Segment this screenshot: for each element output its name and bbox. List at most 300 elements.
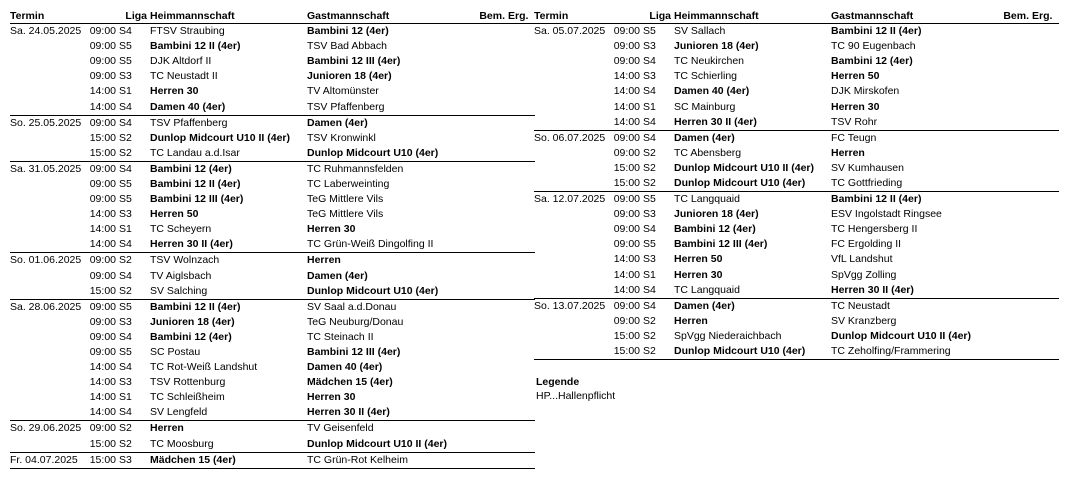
away-team-cell: Bambini 12 III (4er) [307, 346, 401, 359]
liga-cell: S2 [119, 437, 132, 450]
time-cell: 14:00 [613, 70, 640, 83]
header-bem: Bem. [1003, 9, 1029, 22]
time-cell: 15:00 [86, 452, 116, 468]
bem-cell [465, 161, 505, 177]
bem-cell [465, 315, 505, 330]
away-team-cell: TV Geisenfeld [307, 421, 465, 437]
bem-cell [989, 84, 1029, 99]
away-team-cell: Herren [307, 253, 465, 269]
liga-cell: S2 [119, 284, 132, 297]
time-cell: 09:00 [86, 421, 116, 437]
bem-cell [989, 329, 1029, 344]
liga-cell: S3 [119, 208, 132, 221]
table-row [534, 207, 1059, 222]
home-team-cell: TC Neustadt II [150, 70, 218, 83]
table-row [534, 176, 1059, 192]
erg-cell [505, 39, 535, 54]
time-cell: 14:00 [613, 283, 640, 296]
bem-cell [989, 24, 1029, 40]
table-row [10, 99, 535, 115]
bem-cell [989, 69, 1029, 84]
liga-cell: S4 [640, 298, 671, 314]
bem-cell [989, 146, 1029, 161]
header-termin: Termin [10, 9, 45, 22]
table-row [10, 345, 535, 360]
time-cell: 09:00 [610, 192, 640, 208]
table-row [534, 39, 1059, 54]
away-team-cell: TeG Mittlere Vils [307, 193, 384, 206]
liga-cell: S5 [643, 238, 656, 251]
home-team-cell: Dunlop Midcourt U10 (4er) [674, 345, 806, 358]
liga-cell: S5 [119, 40, 132, 53]
date-cell [10, 405, 86, 421]
liga-cell: S5 [119, 177, 132, 190]
date-cell [10, 192, 86, 207]
liga-cell: S4 [119, 25, 132, 38]
away-team-cell: SV Kumhausen [831, 161, 904, 174]
bem-cell [465, 192, 505, 207]
date-cell [534, 329, 610, 344]
time-cell: 15:00 [613, 345, 640, 358]
date-cell [534, 39, 610, 54]
erg-cell [505, 345, 535, 360]
header-erg: Erg. [1032, 9, 1053, 22]
bem-cell [465, 452, 505, 468]
erg-cell [1029, 298, 1059, 314]
home-team-cell: Herren 30 II (4er) [674, 115, 757, 128]
date-cell [10, 131, 86, 146]
time-cell: 09:00 [610, 130, 640, 146]
liga-cell: S4 [643, 115, 656, 128]
erg-cell [505, 99, 535, 115]
home-team-cell: TC Neukirchen [674, 55, 745, 68]
bem-cell [989, 268, 1029, 283]
liga-cell: S2 [643, 329, 656, 342]
table-row [10, 131, 535, 146]
away-team-cell: Herren 30 II (4er) [831, 283, 914, 296]
header-gast: Gastmannschaft [307, 9, 390, 22]
time-cell: 14:00 [613, 115, 640, 128]
date-cell [10, 99, 86, 115]
erg-cell [505, 69, 535, 84]
date-cell [534, 69, 610, 84]
header-heim: Heimmannschaft [150, 9, 235, 22]
home-team-cell: Dunlop Midcourt U10 (4er) [674, 176, 806, 189]
liga-cell: S4 [116, 115, 147, 131]
bem-cell [465, 345, 505, 360]
header-gast: Gastmannschaft [831, 9, 914, 22]
bem-cell [465, 222, 505, 237]
away-team-cell: Junioren 18 (4er) [307, 70, 392, 83]
date-cell [534, 99, 610, 114]
erg-cell [1029, 130, 1059, 146]
time-cell: 14:00 [89, 208, 116, 221]
home-team-cell: TC Landau a.d.Isar [150, 146, 240, 159]
erg-cell [505, 131, 535, 146]
liga-cell: S5 [119, 55, 132, 68]
date-cell [534, 344, 610, 360]
erg-cell [1029, 54, 1059, 69]
away-team-cell: Damen (4er) [307, 269, 368, 282]
time-cell: 09:00 [89, 55, 116, 68]
erg-cell [1029, 252, 1059, 267]
time-cell: 09:00 [613, 223, 640, 236]
home-team-cell: TV Aiglsbach [150, 269, 212, 282]
table-row [10, 192, 535, 207]
time-cell: 09:00 [89, 177, 116, 190]
bem-cell [465, 360, 505, 375]
away-team-cell: ESV Ingolstadt Ringsee [831, 208, 942, 221]
table-row [10, 54, 535, 69]
away-team-cell: SpVgg Zolling [831, 268, 897, 281]
time-cell: 09:00 [89, 70, 116, 83]
erg-cell [505, 330, 535, 345]
liga-cell: S3 [643, 40, 656, 53]
away-team-cell: SV Kranzberg [831, 314, 897, 327]
date-cell: So. 13.07.2025 [534, 298, 610, 314]
time-cell: 14:00 [89, 223, 116, 236]
table-row [10, 405, 535, 421]
table-row [10, 177, 535, 192]
table-row [534, 99, 1059, 114]
date-cell [10, 269, 86, 284]
home-team-cell: Damen 40 (4er) [150, 100, 226, 113]
liga-cell: S3 [119, 315, 132, 328]
away-team-cell: Bambini 12 III (4er) [307, 55, 401, 68]
table-row [534, 283, 1059, 299]
bem-cell [465, 237, 505, 253]
date-cell: Fr. 04.07.2025 [10, 452, 86, 468]
date-cell [534, 222, 610, 237]
table-row [10, 222, 535, 237]
away-team-cell: TC Neustadt [831, 298, 989, 314]
liga-cell: S2 [643, 161, 656, 174]
erg-cell [505, 222, 535, 237]
date-cell [10, 360, 86, 375]
schedule-table-left [10, 8, 535, 472]
erg-cell [505, 390, 535, 405]
header-termin: Termin [534, 9, 569, 22]
table-row [534, 84, 1059, 99]
erg-cell [505, 375, 535, 390]
date-cell [10, 54, 86, 69]
legend [536, 375, 615, 403]
erg-cell [505, 452, 535, 468]
home-team-cell: Herren [674, 314, 708, 327]
table-row [10, 375, 535, 390]
away-team-cell: FC Teugn [831, 130, 989, 146]
date-cell [534, 252, 610, 267]
bem-cell [465, 24, 505, 40]
table-row [10, 269, 535, 284]
time-cell: 09:00 [613, 40, 640, 53]
table-row [10, 146, 535, 162]
away-team-cell: FC Ergolding II [831, 238, 902, 251]
table-row [534, 146, 1059, 161]
erg-cell [1029, 39, 1059, 54]
home-team-cell: Bambini 12 (4er) [674, 223, 756, 236]
home-team-cell: Herren 30 [150, 85, 199, 98]
liga-cell: S4 [643, 223, 656, 236]
time-cell: 09:00 [613, 208, 640, 221]
liga-cell: S4 [116, 161, 147, 177]
bem-cell [465, 437, 505, 453]
home-team-cell: Damen 40 (4er) [674, 85, 750, 98]
bem-cell [989, 192, 1029, 208]
bem-cell [465, 54, 505, 69]
liga-cell: S4 [119, 330, 132, 343]
date-cell [534, 84, 610, 99]
home-team-cell: FTSV Straubing [150, 25, 225, 38]
bem-cell [989, 237, 1029, 252]
date-cell [534, 54, 610, 69]
liga-cell: S2 [643, 176, 656, 189]
erg-cell [505, 207, 535, 222]
time-cell: 15:00 [613, 329, 640, 342]
erg-cell [1029, 314, 1059, 329]
date-cell [10, 237, 86, 253]
table-row [534, 54, 1059, 69]
date-cell: Sa. 12.07.2025 [534, 192, 610, 208]
home-team-cell: Herren 50 [674, 253, 723, 266]
time-cell: 09:00 [613, 238, 640, 251]
away-team-cell: Bambini 12 (4er) [831, 55, 913, 68]
date-cell [10, 437, 86, 453]
bem-cell [465, 405, 505, 421]
liga-cell: S4 [119, 406, 132, 419]
time-cell: 15:00 [89, 131, 116, 144]
home-team-cell: SV Lengfeld [150, 406, 208, 419]
home-team-cell: TC Schleißheim [150, 391, 225, 404]
bem-cell [989, 99, 1029, 114]
home-team-cell: Bambini 12 III (4er) [150, 193, 244, 206]
away-team-cell: Herren 30 [307, 223, 356, 236]
erg-cell [1029, 115, 1059, 131]
home-team-cell: SpVgg Niederaichbach [674, 329, 782, 342]
liga-cell: S1 [119, 223, 132, 236]
bem-cell [465, 253, 505, 269]
erg-cell [1029, 344, 1059, 360]
erg-cell [1029, 84, 1059, 99]
date-cell [534, 176, 610, 192]
time-cell: 14:00 [89, 406, 116, 419]
bem-cell [989, 298, 1029, 314]
liga-cell: S2 [119, 146, 132, 159]
liga-cell: S5 [640, 192, 671, 208]
erg-cell [505, 161, 535, 177]
erg-cell [1029, 176, 1059, 192]
liga-cell: S3 [643, 253, 656, 266]
away-team-cell: Dunlop Midcourt U10 (4er) [307, 146, 439, 159]
liga-cell: S4 [643, 283, 656, 296]
header-bem: Bem. [479, 9, 505, 22]
home-team-cell: Junioren 18 (4er) [674, 208, 759, 221]
erg-cell [505, 315, 535, 330]
table-row [10, 69, 535, 84]
away-team-cell: TeG Mittlere Vils [307, 208, 384, 221]
erg-cell [505, 421, 535, 437]
table-row [10, 284, 535, 300]
home-team-cell: Herren 30 [674, 268, 723, 281]
date-cell [10, 330, 86, 345]
header-erg: Erg. [508, 9, 529, 22]
erg-cell [505, 405, 535, 421]
away-team-cell: Damen (4er) [307, 115, 465, 131]
home-team-cell: Bambini 12 (4er) [150, 330, 232, 343]
away-team-cell: Herren 30 [831, 100, 880, 113]
away-team-cell: TC Zeholfing/Frammering [831, 345, 951, 358]
bem-cell [989, 252, 1029, 267]
date-cell: Sa. 28.06.2025 [10, 299, 86, 315]
erg-cell [505, 299, 535, 315]
home-team-cell: Herren 30 II (4er) [150, 238, 233, 251]
time-cell: 09:00 [613, 25, 640, 38]
erg-cell [505, 192, 535, 207]
date-cell [10, 222, 86, 237]
date-cell [10, 375, 86, 390]
home-team-cell: SC Mainburg [674, 100, 736, 113]
erg-cell [1029, 222, 1059, 237]
table-row [10, 299, 535, 315]
erg-cell [505, 24, 535, 40]
date-cell [10, 207, 86, 222]
table-row [10, 161, 535, 177]
erg-cell [505, 437, 535, 453]
date-cell: Sa. 31.05.2025 [10, 161, 86, 177]
time-cell: 14:00 [89, 85, 116, 98]
time-cell: 09:00 [86, 253, 116, 269]
liga-cell: S1 [119, 391, 132, 404]
home-team-cell: Bambini 12 II (4er) [147, 299, 307, 315]
liga-cell: S1 [643, 268, 656, 281]
liga-cell: S2 [643, 146, 656, 159]
erg-cell [1029, 329, 1059, 344]
bem-cell [989, 115, 1029, 131]
time-cell: 09:00 [613, 55, 640, 68]
liga-cell: S5 [119, 346, 132, 359]
time-cell: 09:00 [89, 346, 116, 359]
liga-cell: S2 [643, 345, 656, 358]
bem-cell [465, 99, 505, 115]
time-cell: 09:00 [89, 315, 116, 328]
home-team-cell: DJK Altdorf II [150, 55, 212, 68]
liga-cell: S5 [116, 299, 147, 315]
home-team-cell: TC Abensberg [674, 146, 742, 159]
home-team-cell: TC Rot-Weiß Landshut [150, 361, 258, 374]
table-row [10, 237, 535, 253]
table-row [10, 253, 535, 269]
date-cell [534, 161, 610, 176]
time-cell: 09:00 [86, 299, 116, 315]
home-team-cell: Mädchen 15 (4er) [147, 452, 307, 468]
table-row [534, 130, 1059, 146]
erg-cell [505, 115, 535, 131]
time-cell: 09:00 [86, 161, 116, 177]
date-cell [10, 84, 86, 99]
time-cell: 09:00 [89, 40, 116, 53]
erg-cell [505, 284, 535, 300]
liga-cell: S4 [643, 85, 656, 98]
away-team-cell: SV Saal a.d.Donau [307, 299, 465, 315]
table-row [534, 252, 1059, 267]
home-team-cell: TC Langquaid [674, 283, 740, 296]
liga-cell: S5 [119, 193, 132, 206]
away-team-cell: TSV Kronwinkl [307, 131, 376, 144]
table-row [534, 222, 1059, 237]
erg-cell [1029, 146, 1059, 161]
table-row [534, 69, 1059, 84]
home-team-cell: Junioren 18 (4er) [674, 40, 759, 53]
home-team-cell: Junioren 18 (4er) [150, 315, 235, 328]
date-cell [10, 315, 86, 330]
erg-cell [505, 360, 535, 375]
date-cell: So. 06.07.2025 [534, 130, 610, 146]
time-cell: 14:00 [613, 253, 640, 266]
away-team-cell: TeG Neuburg/Donau [307, 315, 404, 328]
time-cell: 09:00 [89, 25, 116, 38]
table-row [534, 24, 1059, 40]
bem-cell [465, 177, 505, 192]
date-cell [534, 314, 610, 329]
table-row [10, 84, 535, 99]
erg-cell [1029, 99, 1059, 114]
table-row [10, 39, 535, 54]
table-row [534, 115, 1059, 131]
bem-cell [465, 69, 505, 84]
liga-cell: S4 [119, 269, 132, 282]
table-row [534, 161, 1059, 176]
bem-cell [989, 283, 1029, 299]
time-cell: 14:00 [613, 100, 640, 113]
liga-cell: S2 [643, 314, 656, 327]
erg-cell [505, 84, 535, 99]
bem-cell [465, 375, 505, 390]
table-row [10, 315, 535, 330]
away-team-cell: Bambini 12 II (4er) [831, 25, 922, 38]
home-team-cell: TC Moosburg [150, 437, 214, 450]
time-cell: 14:00 [613, 268, 640, 281]
away-team-cell: TC Laberweinting [307, 177, 390, 190]
away-team-cell: Herren 30 II (4er) [307, 406, 390, 419]
bem-cell [989, 344, 1029, 360]
home-team-cell: TC Schierling [674, 70, 738, 83]
home-team-cell: Bambini 12 II (4er) [150, 177, 241, 190]
away-team-cell: Damen 40 (4er) [307, 361, 383, 374]
date-cell: So. 01.06.2025 [10, 253, 86, 269]
liga-cell: S4 [119, 100, 132, 113]
schedule-column-left [10, 8, 535, 472]
time-cell: 15:00 [89, 284, 116, 297]
header-liga: Liga [649, 9, 671, 22]
date-cell [10, 146, 86, 162]
time-cell: 09:00 [89, 269, 116, 282]
bem-cell [989, 130, 1029, 146]
home-team-cell: Bambini 12 (4er) [147, 161, 307, 177]
time-cell: 14:00 [89, 238, 116, 251]
away-team-cell: Herren 50 [831, 70, 880, 83]
away-team-cell: TC Hengersberg II [831, 223, 918, 236]
table-row [10, 115, 535, 131]
bem-cell [465, 84, 505, 99]
home-team-cell: SV Salching [150, 284, 208, 297]
time-cell: 09:00 [86, 115, 116, 131]
home-team-cell: Dunlop Midcourt U10 II (4er) [150, 131, 291, 144]
date-cell [534, 115, 610, 131]
date-cell [10, 69, 86, 84]
away-team-cell: TSV Bad Abbach [307, 40, 387, 53]
date-cell [534, 283, 610, 299]
date-cell [10, 177, 86, 192]
